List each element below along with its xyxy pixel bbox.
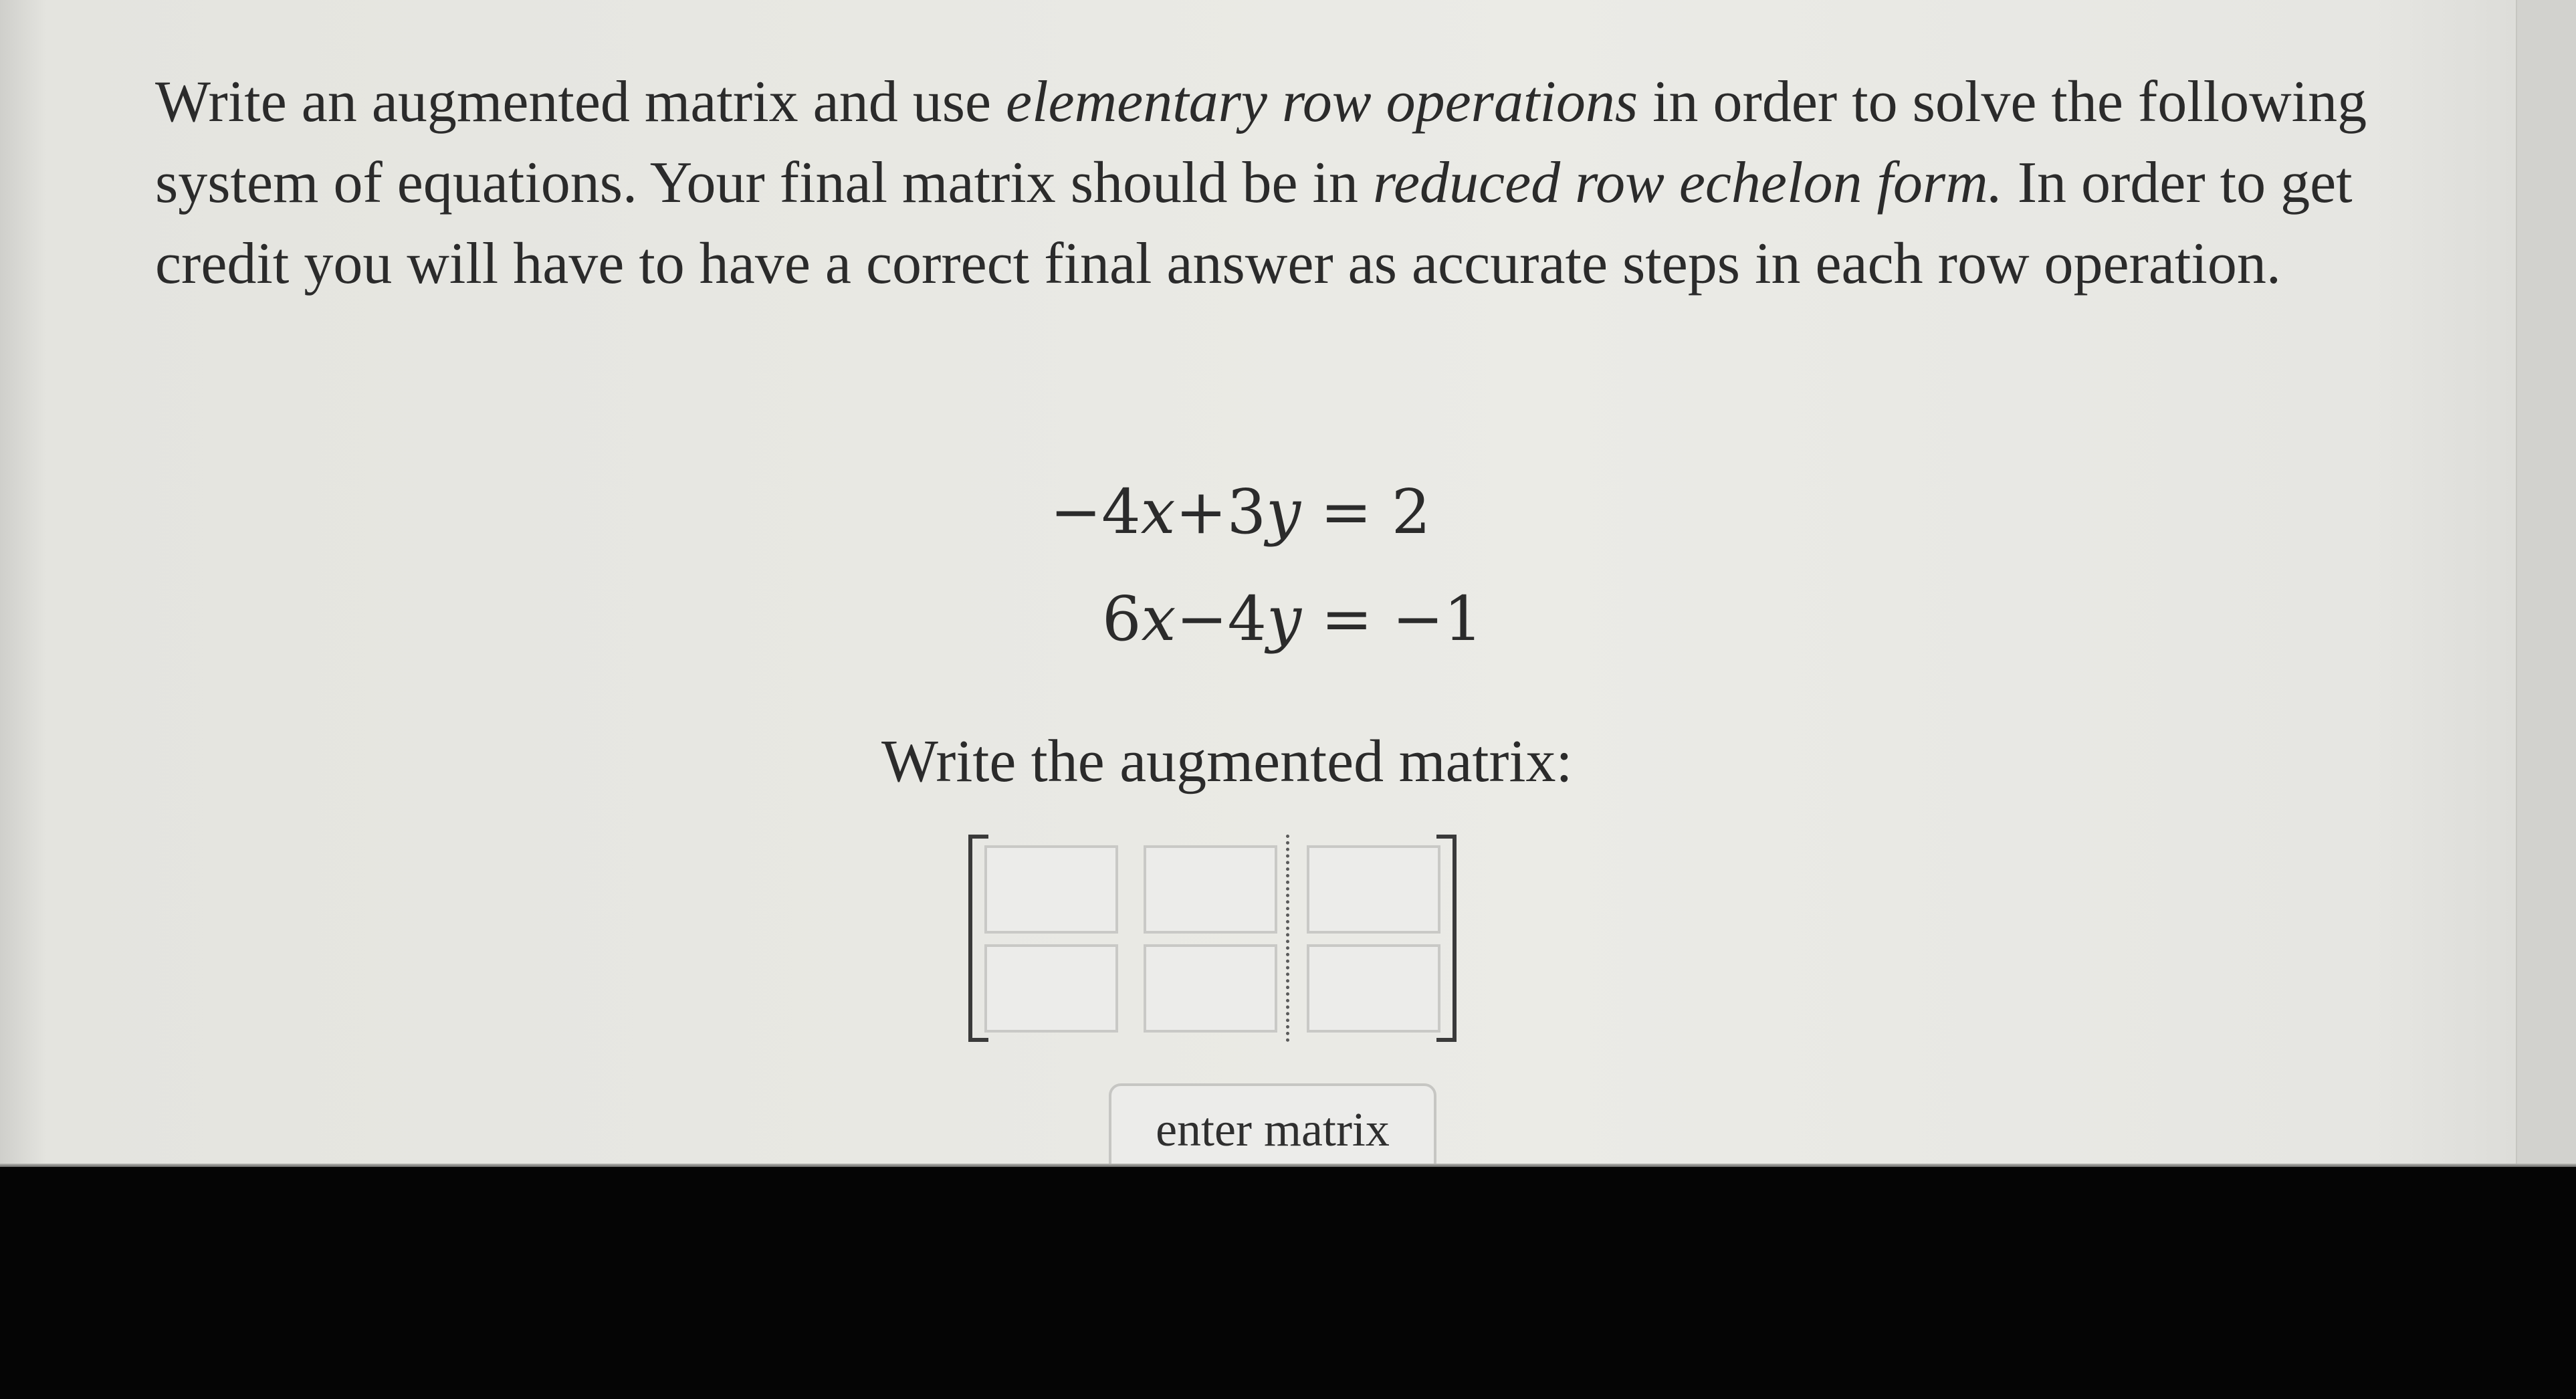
equation-1-coef-x: −4 [1050,476,1141,548]
equation-1-rhs: 2 [1391,476,1431,548]
matrix-cell-r2-c1[interactable] [984,944,1118,1033]
question-text-part-3: In order to get credit you will have to have a correct final answer as accurate steps in each row operation. [155,150,2353,296]
matrix-cell-r1-c2[interactable] [1144,845,1277,934]
matrix-cell-r1-c1[interactable] [984,845,1118,934]
question-text [155,62,2395,304]
equation-2-equals: = [1321,583,1373,655]
equation-2-coef-x: 6 [1102,583,1142,655]
matrix-right-bracket [1436,835,1457,1042]
equation-2-coef-y: 4 [1227,583,1267,655]
question-emphasis-rref: reduced row echelon form. [1372,150,2003,215]
equation-2-var-y: y [1267,583,1302,655]
scrollbar-track[interactable] [2516,0,2576,1167]
equation-1-coef-y: 3 [1226,476,1267,548]
augmented-matrix-input [968,835,1457,1042]
augmented-matrix-prompt: Write the augmented matrix: [881,728,1573,794]
equation-1-equals: = [1320,476,1372,548]
equation-1-var-x: x [1140,476,1176,548]
question-text-part-2: in order to solve the following system of equations. Your final matrix should be in [155,70,2367,215]
question-text-part-1: Write an augmented matrix and use [155,70,1006,134]
equation-1-var-y: y [1266,476,1301,548]
monitor-bezel [0,1167,2576,1399]
equation-1-operator: + [1175,476,1227,548]
matrix-cell-r2-c2[interactable] [1144,944,1277,1033]
question-emphasis-row-operations: elementary row operations [1006,70,1638,134]
equation-2-operator: − [1176,583,1228,655]
equation-2-rhs: −1 [1392,583,1483,655]
equation-1 [1050,476,1430,548]
matrix-cell-r2-c3[interactable] [1307,944,1440,1033]
equation-2-var-x: x [1141,583,1176,655]
matrix-cell-r1-c3[interactable] [1307,845,1440,934]
enter-matrix-button[interactable]: enter matrix [1109,1083,1436,1167]
augmented-divider [1286,835,1289,1042]
equation-2 [1102,583,1483,655]
